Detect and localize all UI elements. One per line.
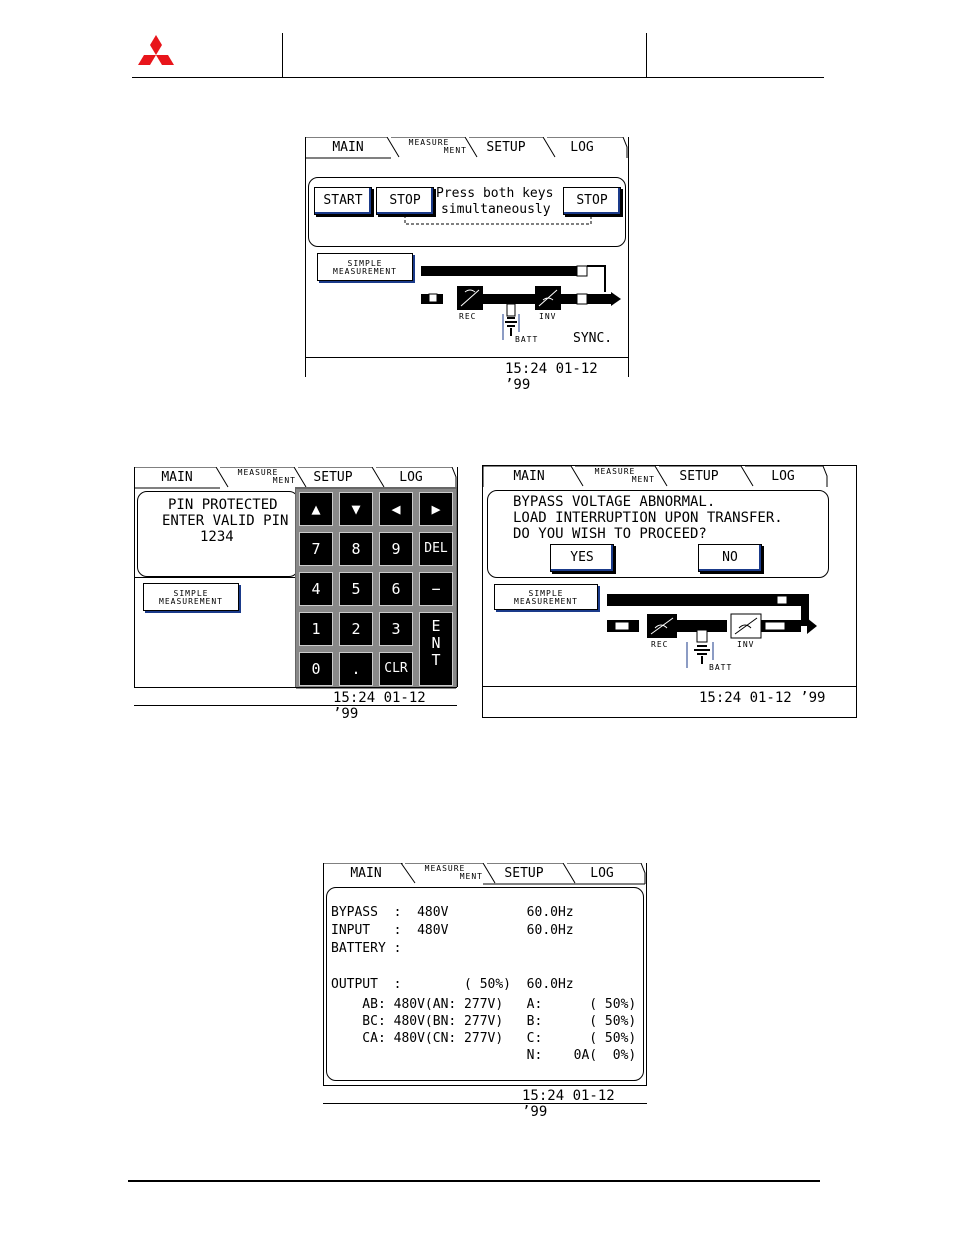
clock: 15:24 01-12 ’99: [333, 690, 426, 722]
tab-log[interactable]: LOG: [771, 469, 795, 484]
screen-pin-keypad: [134, 467, 457, 722]
tab-measurement[interactable]: MEASURE MENT: [237, 468, 296, 485]
stop-button[interactable]: STOP: [376, 187, 434, 215]
clock: 15:24 01-12 ’99: [699, 690, 826, 706]
rec-label: REC: [651, 640, 669, 649]
power-flow-diagram: [601, 590, 831, 674]
dashed-connector: [401, 215, 597, 227]
inv-label: INV: [737, 640, 755, 649]
sync-label: SYNC.: [573, 331, 613, 346]
key-2[interactable]: 2: [336, 609, 376, 649]
measure-row-bc: BC: 480V(BN: 277V) B: ( 50%): [331, 1014, 637, 1029]
warning-line-1: BYPASS VOLTAGE ABNORMAL.: [513, 494, 716, 510]
tab-setup[interactable]: SETUP: [313, 470, 353, 485]
key-clr[interactable]: CLR: [376, 649, 416, 689]
key-6[interactable]: 6: [376, 569, 416, 609]
arrow-up-key[interactable]: ▲: [296, 489, 336, 529]
key-0[interactable]: 0: [296, 649, 336, 689]
pin-value: 1234: [200, 529, 234, 545]
clock: 15:24 01-12 ’99: [505, 361, 598, 393]
arrow-down-key[interactable]: ▼: [336, 489, 376, 529]
batt-label: BATT: [709, 663, 733, 672]
tab-measurement[interactable]: MEASURE MENT: [408, 138, 467, 155]
arrow-left-key[interactable]: ◀: [376, 489, 416, 529]
header-divider: [282, 33, 283, 78]
tab-setup[interactable]: SETUP: [486, 140, 526, 155]
hint-line-2: simultaneously: [441, 202, 551, 217]
mitsubishi-logo: [132, 33, 180, 73]
measure-row-ca: CA: 480V(CN: 277V) C: ( 50%): [331, 1031, 637, 1046]
no-button[interactable]: NO: [698, 544, 762, 572]
status-rule: [134, 687, 457, 688]
tab-log[interactable]: LOG: [570, 140, 594, 155]
key-5[interactable]: 5: [336, 569, 376, 609]
simple-measurement-button[interactable]: SIMPLE MEASUREMENT: [494, 584, 598, 610]
batt-label: BATT: [515, 335, 539, 344]
key-8[interactable]: 8: [336, 529, 376, 569]
inv-label: INV: [539, 312, 557, 321]
key-3[interactable]: 3: [376, 609, 416, 649]
screen-bypass-warning: [482, 465, 857, 718]
key-7[interactable]: 7: [296, 529, 336, 569]
key-enter[interactable]: E N T: [416, 609, 456, 689]
pin-line-2: ENTER VALID PIN: [162, 513, 289, 529]
start-button[interactable]: START: [314, 187, 372, 215]
screen-main-start-stop: [305, 137, 628, 393]
tab-main[interactable]: MAIN: [513, 469, 545, 484]
header-rule: [132, 77, 824, 78]
measure-row-output: OUTPUT : ( 50%) 60.0Hz: [331, 977, 574, 992]
measure-row-battery: BATTERY :: [331, 941, 402, 956]
tab-log[interactable]: LOG: [590, 866, 614, 881]
tab-main[interactable]: MAIN: [161, 470, 193, 485]
key-del[interactable]: DEL: [416, 529, 456, 569]
measure-row-ab: AB: 480V(AN: 277V) A: ( 50%): [331, 997, 637, 1012]
status-rule: [305, 357, 628, 358]
clock: 15:24 01-12 ’99: [522, 1088, 615, 1120]
tab-measurement[interactable]: MEASURE MENT: [594, 467, 655, 484]
hint-line-1: Press both keys: [436, 186, 554, 201]
stop-button-2[interactable]: STOP: [563, 187, 621, 215]
key-9[interactable]: 9: [376, 529, 416, 569]
simple-measurement-button[interactable]: SIMPLE MEASUREMENT: [143, 583, 239, 611]
yes-button[interactable]: YES: [550, 544, 614, 572]
measure-row-input: INPUT : 480V 60.0Hz: [331, 923, 574, 938]
key-minus[interactable]: −: [416, 569, 456, 609]
header-divider: [646, 33, 647, 78]
measure-row-n: N: 0A( 0%): [331, 1048, 637, 1063]
tab-measurement[interactable]: MEASURE MENT: [424, 864, 483, 881]
measure-row-bypass: BYPASS : 480V 60.0Hz: [331, 905, 574, 920]
simple-measurement-button[interactable]: SIMPLE MEASUREMENT: [317, 253, 413, 281]
tab-setup[interactable]: SETUP: [504, 866, 544, 881]
tab-main[interactable]: MAIN: [332, 140, 364, 155]
footer-rule: [128, 1180, 820, 1182]
arrow-right-key[interactable]: ▶: [416, 489, 456, 529]
status-rule: [323, 1085, 647, 1086]
tab-log[interactable]: LOG: [399, 470, 423, 485]
status-rule: [483, 686, 856, 687]
tab-main[interactable]: MAIN: [350, 866, 382, 881]
key-4[interactable]: 4: [296, 569, 336, 609]
warning-line-3: DO YOU WISH TO PROCEED?: [513, 526, 707, 542]
rec-label: REC: [459, 312, 477, 321]
key-dot[interactable]: .: [336, 649, 376, 689]
screen-measurement: [323, 863, 647, 1120]
pin-line-1: PIN PROTECTED: [168, 497, 278, 513]
key-1[interactable]: 1: [296, 609, 336, 649]
warning-line-2: LOAD INTERRUPTION UPON TRANSFER.: [513, 510, 783, 526]
tab-setup[interactable]: SETUP: [679, 469, 719, 484]
